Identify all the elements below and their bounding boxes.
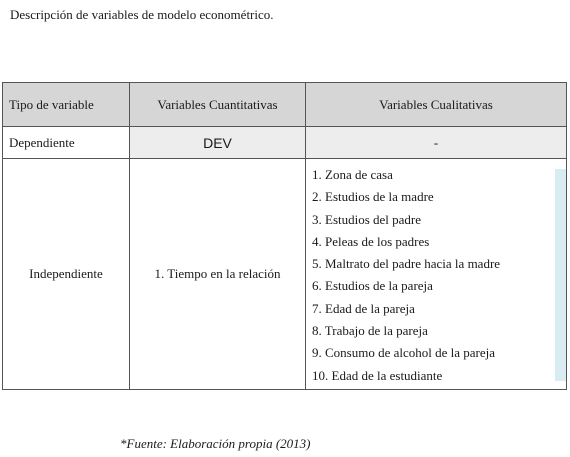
list-item: 2. Estudios de la madre — [312, 189, 434, 205]
list-item: 10. Edad de la estudiante — [312, 367, 443, 383]
list-item: 7. Edad de la pareja — [312, 300, 415, 316]
decorative-accent-strip — [555, 169, 566, 381]
cell-tipo-dependiente: Dependiente — [3, 127, 130, 159]
header-variables-cuantitativas: Variables Cuantitativas — [130, 83, 306, 127]
table-caption: Descripción de variables de modelo econométrico. — [10, 7, 274, 22]
table-header-row — [3, 83, 567, 127]
source-footnote: *Fuente: Elaboración propia (2013) — [120, 436, 311, 451]
header-variables-cualitativas: Variables Cualitativas — [306, 83, 567, 127]
list-item: 8. Trabajo de la pareja — [312, 323, 428, 339]
cell-cuantitativa-independiente: 1. Tiempo en la relación — [130, 159, 306, 390]
list-item: 9. Consumo de alcohol de la pareja — [312, 345, 496, 361]
variables-table — [2, 82, 567, 390]
cell-tipo-independiente: Independiente — [3, 159, 130, 390]
list-item: 1. Zona de casa — [312, 167, 393, 182]
list-item: 5. Maltrato del padre hacia la madre — [312, 256, 501, 272]
qualitative-variables-list — [312, 164, 566, 387]
list-item: 4. Peleas de los padres — [312, 233, 430, 249]
header-tipo-de-variable: Tipo de variable — [3, 83, 130, 127]
cell-cualitativas-independiente — [306, 159, 567, 390]
list-item: 6. Estudios de la pareja — [312, 278, 433, 294]
table-row-independiente — [3, 159, 567, 390]
table-row-dependiente — [3, 127, 567, 159]
list-item: 3. Estudios del padre — [312, 211, 422, 227]
cell-cuantitativa-dependiente: DEV — [130, 127, 306, 159]
cell-cualitativa-dependiente: - — [306, 127, 567, 159]
